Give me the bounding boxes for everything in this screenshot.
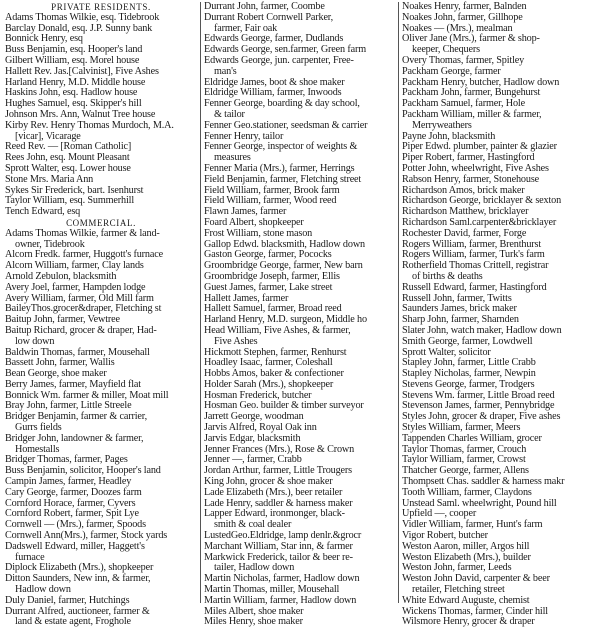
directory-entry-line: Packham John, farmer, Bungehurst xyxy=(402,87,541,99)
directory-entry-line: King John, grocer & shoe maker xyxy=(204,476,333,488)
directory-entry-line: Lade Elizabeth (Mrs.), beer retailer xyxy=(204,486,343,498)
directory-entry-line: Buss Benjamin, solicitor, Hooper's land xyxy=(5,465,161,477)
directory-entry-line: Rochester David, farmer, Forge xyxy=(402,227,527,239)
directory-entry-line: Adams Thomas Wilkie, farmer & land- xyxy=(5,227,160,239)
directory-entry-line: Vigor Robert, butcher xyxy=(402,530,488,542)
directory-column-2 xyxy=(200,1,398,628)
directory-entry-line: Wilsmore Henry, grocer & draper xyxy=(402,616,535,628)
directory-entry-line: Bonnick Wm. farmer & miller, Moat mill xyxy=(5,389,169,401)
directory-entry-line: Miles Albert, shoe maker xyxy=(204,605,304,617)
directory-entry-line: Martin Nicholas, farmer, Hadlow down xyxy=(204,573,360,585)
directory-entry-line: Bassett John, farmer, Wallis xyxy=(5,357,115,369)
directory-entry-line: Weston John, farmer, Leeds xyxy=(402,562,512,574)
directory-entry-line: Lade Henry, saddler & harness maker xyxy=(204,497,353,509)
directory-entry-line: Homestalls xyxy=(15,443,60,455)
directory-entry-line: Durrant Robert Cornwell Parker, xyxy=(204,11,334,23)
directory-entry-line: Jarrett George, woodman xyxy=(204,411,304,423)
directory-entry-line: Hickmott Stephen, farmer, Renhurst xyxy=(204,346,347,358)
directory-entry-line: Potter John, wheelwright, Five Ashes xyxy=(402,162,549,174)
directory-entry-line: Rabson Henry, farmer, Stonehouse xyxy=(402,173,540,185)
directory-entry-line: Sykes Sir Frederick, bart. Isenhurst xyxy=(5,184,144,196)
directory-entry-line: low down xyxy=(15,335,55,347)
directory-entry-line: Hosman Frederick, butcher xyxy=(204,389,312,401)
directory-entry-line: of births & deaths xyxy=(412,270,483,282)
directory-entry-line: Foard Albert, shopkeeper xyxy=(204,216,304,228)
directory-entry-line: Russell Edward, farmer, Hastingford xyxy=(402,281,547,293)
directory-entry-line: Packham Henry, butcher, Hadlow down xyxy=(402,76,560,88)
directory-entry-line: Gurrs fields xyxy=(15,422,62,434)
directory-entry-line: Alcorn William, farmer, Clay lands xyxy=(5,260,144,272)
directory-entry-line: Hallett Rev. Jas.[Calvinist], Five Ashes xyxy=(5,65,159,77)
directory-entry-line: Stone Mrs. Maria Ann xyxy=(5,173,94,185)
directory-entry-line: smith & coal dealer xyxy=(214,519,292,531)
directory-entry-line: Dadswell Edward, miller, Haggett's xyxy=(5,540,145,552)
directory-entry-line: Taylor William, esq. Summerhill xyxy=(5,195,135,207)
directory-entry-line: Berry James, farmer, Mayfield flat xyxy=(5,378,141,390)
directory-entry-line: Avery William, farmer, Old Mill farm xyxy=(5,292,154,304)
directory-entry-line: retailer, Fletching street xyxy=(412,584,505,596)
directory-entry-line: [vicar], Vicarage xyxy=(15,130,81,142)
directory-entry-line: Fenner George, inspector of weights & xyxy=(204,141,358,153)
directory-entry-line: Groombridge Joseph, farmer, Ellis xyxy=(204,270,340,282)
directory-entry-line: Field William, farmer, Wood reed xyxy=(204,195,337,207)
directory-entry-line: Baitup Richard, grocer & draper, Had- xyxy=(5,324,157,336)
directory-entry-line: Guest James, farmer, Lake street xyxy=(204,281,333,293)
directory-entry-line: Durrant Alfred, auctioneer, farmer & xyxy=(5,605,150,617)
directory-entry-line: land & estate agent, Froghole xyxy=(15,616,131,628)
directory-entry-line: Cornwell Ann(Mrs.), farmer, Stock yards xyxy=(5,530,168,542)
directory-entry-line: Noakes — (Mrs.), mealman xyxy=(402,22,513,34)
directory-entry-line: Hosman Geo. builder & timber surveyor xyxy=(204,400,364,412)
directory-entry-line: Wickens Thomas, farmer, Cinder hill xyxy=(402,605,548,617)
directory-entry-line: Tench Edward, esq xyxy=(5,206,81,218)
directory-entry-line: Richardson George, bricklayer & sexton xyxy=(402,195,562,207)
directory-entry-line: Stapley John, farmer, Little Crabb xyxy=(402,357,536,369)
directory-entry-line: Sprott Walter, solicitor xyxy=(402,346,491,358)
directory-entry-line: Bridger Thomas, farmer, Pages xyxy=(5,454,128,466)
directory-entry-line: Unstead Saml. wheelwright, Pound hill xyxy=(402,497,557,509)
directory-entry-line: Slater John, watch maker, Hadlow down xyxy=(402,324,562,336)
directory-entry-line: Weston John David, carpenter & beer xyxy=(402,573,550,585)
directory-entry-line: Packham William, miller & farmer, xyxy=(402,108,542,120)
directory-entry-line: Styles John, grocer & draper, Five ashes xyxy=(402,411,561,423)
directory-entry-line: Field Benjamin, farmer, Fletching street xyxy=(204,173,362,185)
directory-entry-line: Ditton Saunders, New inn, & farmer, xyxy=(5,573,151,585)
directory-entry-line: Campin James, farmer, Headley xyxy=(5,476,132,488)
directory-entry-line: Piper Robert, farmer, Hastingford xyxy=(402,152,535,164)
directory-entry-line: Oliver Jane (Mrs.), farmer & shop- xyxy=(402,33,540,45)
directory-entry-line: Taylor William, farmer, Crowst xyxy=(402,454,526,466)
directory-entry-line: Durrant John, farmer, Coombe xyxy=(204,1,325,12)
directory-entry-line: Sprott Walter, esq. Lower house xyxy=(5,162,131,174)
directory-entry-line: Miles Henry, shoe maker xyxy=(204,616,303,628)
directory-entry-line: Head William, Five Ashes, & farmer, xyxy=(204,324,351,336)
directory-entry-line: Jarvis Alfred, Royal Oak inn xyxy=(204,422,317,434)
directory-entry-line: Martin Thomas, miller, Mousehall xyxy=(204,584,340,596)
directory-entry-line: Vidler William, farmer, Hunt's farm xyxy=(402,519,543,531)
directory-entry-line: Gaston George, farmer, Pococks xyxy=(204,249,332,261)
directory-entry-line: Alcorn Fredk. farmer, Huggott's furnace xyxy=(5,249,163,261)
directory-entry-line: Rogers William, farmer, Brenthurst xyxy=(402,238,542,250)
directory-entry-line: Piper Edwd. plumber, painter & glazier xyxy=(402,141,557,153)
directory-entry-line: Styles William, farmer, Meers xyxy=(402,422,521,434)
directory-entry-line: Barclay Donald, esq. J.P. Sunny bank xyxy=(5,22,153,34)
directory-entry-line: measures xyxy=(214,152,251,164)
directory-entry-line: Weston Elizabeth (Mrs.), builder xyxy=(402,551,531,563)
directory-entry-line: owner, Tidebrook xyxy=(15,238,85,250)
directory-entry-line: Richardson Matthew, bricklayer xyxy=(402,206,529,218)
directory-entry-line: Hughes Samuel, esq. Skipper's hill xyxy=(5,98,142,110)
directory-entry-line: Arnold Zebulon, blacksmith xyxy=(5,270,117,282)
directory-entry-line: Packham George, farmer xyxy=(402,65,501,77)
directory-entry-line: Hallett Samuel, farmer, Broad reed xyxy=(204,303,342,315)
directory-entry-line: Bray John, farmer, Little Streele xyxy=(5,400,132,412)
directory-entry-line: Taylor Thomas, farmer, Crouch xyxy=(402,443,527,455)
directory-entry-line: Eldridge James, boot & shoe maker xyxy=(204,76,345,88)
directory-entry-line: tailer, Hadlow down xyxy=(214,562,295,574)
directory-entry-line: Duly Daniel, farmer, Hutchings xyxy=(5,594,130,606)
directory-entry-line: Martin William, farmer, Hadlow down xyxy=(204,594,357,606)
directory-entry-line: Russell John, farmer, Twitts xyxy=(402,292,512,304)
directory-entry-line: Baldwin Thomas, farmer, Mousehall xyxy=(5,346,150,358)
directory-entry-line: Hoadley Isaac, farmer, Coleshall xyxy=(204,357,333,369)
directory-entry-line: furnace xyxy=(15,551,45,563)
directory-entry-line: Groombridge George, farmer, New barn xyxy=(204,260,363,272)
directory-entry-line: Reed Rev. — [Roman Catholic] xyxy=(5,141,132,153)
directory-entry-line: Payne John, blacksmith xyxy=(402,130,496,142)
directory-entry-line: Smith George, farmer, Lowdwell xyxy=(402,335,533,347)
directory-entry-line: Merryweathers xyxy=(412,119,472,131)
directory-entry-line: Harland Henry, M.D. surgeon, Middle ho xyxy=(204,314,367,326)
directory-entry-line: Stapley Nicholas, farmer, Newpin xyxy=(402,368,536,380)
directory-entry-line: Johnson Mrs. Ann, Walnut Tree house xyxy=(5,108,156,120)
directory-entry-line: Upfield —, cooper xyxy=(402,508,477,520)
directory-entry-line: Stevenson James, farmer, Pennybridge xyxy=(402,400,555,412)
directory-entry-line: farmer, Fair oak xyxy=(214,22,278,34)
directory-entry-line: Cary George, farmer, Doozes farm xyxy=(5,486,142,498)
directory-entry-line: Rees John, esq. Mount Pleasant xyxy=(5,152,130,164)
directory-entry-line: Saunders James, brick maker xyxy=(402,303,517,315)
directory-entry-line: Bean George, shoe maker xyxy=(5,368,107,380)
directory-entry-line: Fenner Maria (Mrs.), farmer, Herrings xyxy=(204,162,355,174)
directory-entry-line: Rotherfield Thomas Crittell, registrar xyxy=(402,260,549,272)
section-heading: PRIVATE RESIDENTS. xyxy=(51,2,151,12)
directory-entry-line: Diplock Elizabeth (Mrs.), shopkeeper xyxy=(5,562,154,574)
directory-entry-line: Eldridge William, farmer, Inwoods xyxy=(204,87,342,99)
directory-entry-line: LustedGeo.Eldridge, lamp denlr.&grocr xyxy=(204,530,362,542)
directory-column-1 xyxy=(2,2,200,628)
directory-entry-line: White Edward Auguste, chemist xyxy=(402,594,530,606)
directory-entry-line: keeper, Chequers xyxy=(412,44,480,56)
directory-entry-line: & tailor xyxy=(214,108,245,120)
directory-entry-line: Field William, farmer, Brook farm xyxy=(204,184,340,196)
directory-entry-line: Adams Thomas Wilkie, esq. Tidebrook xyxy=(5,11,160,23)
directory-entry-line: Avery Joel, farmer, Hampden lodge xyxy=(5,281,146,293)
directory-entry-line: Fenner George, boarding & day school, xyxy=(204,98,360,110)
directory-entry-line: Stevens Wm. farmer, Little Broad reed xyxy=(402,389,555,401)
directory-entry-line: Richardson Amos, brick maker xyxy=(402,184,525,196)
directory-entry-line: man's xyxy=(214,65,237,77)
directory-entry-line: Five Ashes xyxy=(214,335,258,347)
directory-entry-line: Kirby Rev. Henry Thomas Murdoch, M.A. xyxy=(5,119,174,131)
directory-entry-line: Bridger Benjamin, farmer & carrier, xyxy=(5,411,147,423)
directory-entry-line: Fenner Henry, tailor xyxy=(204,130,284,142)
directory-entry-line: Bridger John, landowner & farmer, xyxy=(5,432,144,444)
directory-entry-line: Hobbs Amos, baker & confectioner xyxy=(204,368,344,380)
directory-entry-line: Gallop Edwd. blacksmith, Hadlow down xyxy=(204,238,365,250)
directory-entry-line: Hallett James, farmer xyxy=(204,292,289,304)
directory-entry-line: Harland Henry, M.D. Middle house xyxy=(5,76,146,88)
directory-entry-line: Weston Aaron, miller, Argos hill xyxy=(402,540,530,552)
directory-entry-line: Tappenden Charles William, grocer xyxy=(402,432,542,444)
directory-entry-line: Baitup John, farmer, Vewtree xyxy=(5,314,120,326)
directory-entry-line: Noakes Henry, farmer, Balnden xyxy=(402,1,527,12)
directory-column-3 xyxy=(398,1,596,628)
directory-entry-line: Flawn James, farmer xyxy=(204,206,287,218)
directory-entry-line: Tooth William, farmer, Claydons xyxy=(402,486,532,498)
directory-entry-line: Markwick Frederick, tailor & beer re- xyxy=(204,551,353,563)
directory-entry-line: Buss Benjamin, esq. Hooper's land xyxy=(5,44,143,56)
directory-entry-line: Packham Samuel, farmer, Hole xyxy=(402,98,525,110)
directory-entry-line: Cornwell — (Mrs.), farmer, Spoods xyxy=(5,519,146,531)
directory-entry-line: Rogers William, farmer, Turk's farm xyxy=(402,249,545,261)
directory-entry-line: Jenner Frances (Mrs.), Rose & Crown xyxy=(204,443,355,455)
directory-entry-line: Holder Sarah (Mrs.), shopkeeper xyxy=(204,378,334,390)
directory-entry-line: Frost William, stone mason xyxy=(204,227,313,239)
directory-entry-line: Edwards George, sen.farmer, Green farm xyxy=(204,44,367,56)
directory-entry-line: Jarvis Edgar, blacksmith xyxy=(204,432,301,444)
directory-entry-line: Gilbert William, esq. Morel house xyxy=(5,54,140,66)
directory-entry-line: Edwards George, farmer, Dudlands xyxy=(204,33,344,45)
directory-entry-line: Thompsett Chas. saddler & harness makr xyxy=(402,476,565,488)
section-heading: COMMERCIAL. xyxy=(66,217,136,228)
directory-entry-line: Jordan Arthur, farmer, Little Trougers xyxy=(204,465,352,477)
directory-entry-line: Cornford Robert, farmer, Spit Lye xyxy=(5,508,139,520)
directory-entry-line: Edwards George, jun. carpenter, Free- xyxy=(204,54,354,66)
directory-entry-line: Bonnick Henry, esq xyxy=(5,33,83,45)
directory-entry-line: Hadlow down xyxy=(15,584,71,596)
directory-entry-line: Richardson Saml.carpenter&bricklayer xyxy=(402,216,557,228)
directory-entry-line: Haskins John, esq. Hadlow house xyxy=(5,87,138,99)
directory-entry-line: Thatcher George, farmer, Allens xyxy=(402,465,529,477)
directory-entry-line: Noakes John, farmer, Gillhope xyxy=(402,11,523,23)
directory-entry-line: Jenner —, farmer, Crabb xyxy=(204,454,302,466)
directory-entry-line: BaileyThos.grocer&draper, Fletching st xyxy=(5,303,162,315)
directory-entry-line: Overy Thomas, farmer, Spitley xyxy=(402,54,525,66)
directory-entry-line: Sharp John, farmer, Sharnden xyxy=(402,314,519,326)
directory-entry-line: Lapper Edward, ironmonger, black- xyxy=(204,508,345,520)
directory-entry-line: Marchant William, Star inn, & farmer xyxy=(204,540,353,552)
directory-entry-line: Cornford Horace, farmer, Cyvers xyxy=(5,497,136,509)
directory-entry-line: Stevens George, farmer, Trodgers xyxy=(402,378,535,390)
directory-entry-line: Fenner Geo.stationer, seedsman & carrier xyxy=(204,119,368,131)
